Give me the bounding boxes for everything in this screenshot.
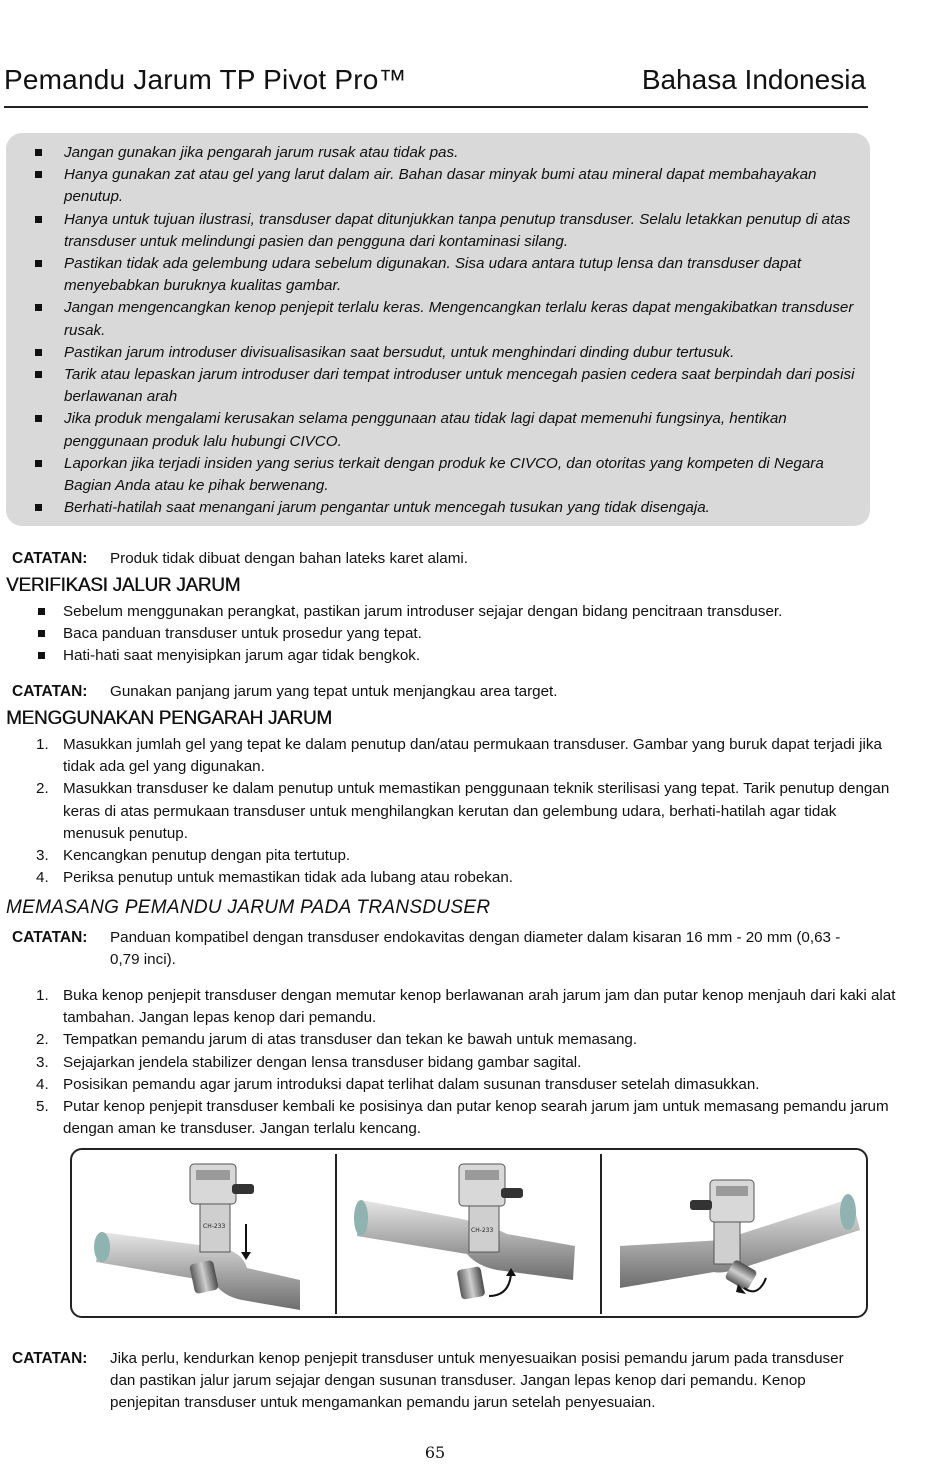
- warning-item: Berhati-hatilah saat menangani jarum pengantar untuk mencegah tusukan yang tidak disengaja.: [33, 497, 858, 519]
- warning-item: Pastikan tidak ada gelembung udara sebelum digunakan. Sisa udara antara tutup lensa dan transduser dapat menyebabkan buruknya kualitas gambar.: [33, 253, 858, 297]
- knob-shape: [501, 1188, 523, 1198]
- rotate-arrow-icon: [489, 1274, 511, 1296]
- square-bullet-icon: [35, 349, 42, 356]
- step-item: 1. Masukkan jumlah gel yang tepat ke dalam penutup dan/atau permukaan transduser. Gambar yang buruk dapat terjadi jika tidak ada gel yang digunakan.: [36, 736, 882, 776]
- warning-item: Hanya gunakan zat atau gel yang larut dalam air. Bahan dasar minyak bumi atau mineral dapat membahayakan penutup.: [33, 164, 858, 208]
- note-text: Produk tidak dibuat dengan bahan lateks karet alami.: [110, 550, 468, 567]
- note-label: CATATAN:: [12, 929, 88, 946]
- square-bullet-icon: [35, 371, 42, 378]
- section-heading-using-guide: MENGGUNAKAN PENGARAH JARUM: [6, 708, 332, 729]
- attach-guide-steps: [36, 985, 896, 1140]
- step-item: 5. Putar kenop penjepit transduser kembali ke posisinya dan putar kenop searah jarum jam untuk memasang pemandu jarum dengan aman ke transduser. Jangan terlalu kencang.: [36, 1098, 889, 1138]
- note-needle-length: [12, 681, 872, 703]
- square-bullet-icon: [35, 171, 42, 178]
- step-panel-1: [72, 1150, 334, 1316]
- square-bullet-icon: [35, 504, 42, 511]
- step-item: 2. Tempatkan pemandu jarum di atas transduser dan tekan ke bawah untuk memasang.: [36, 1031, 638, 1049]
- square-bullet-icon: [38, 608, 45, 615]
- section-heading-attach-guide: MEMASANG PEMANDU JARUM PADA TRANSDUSER: [6, 897, 491, 918]
- guide-bracket-shape: [714, 1222, 740, 1264]
- note-label: CATATAN:: [12, 1350, 88, 1367]
- part-label: CH-233: [471, 1227, 494, 1234]
- using-guide-steps: [36, 734, 896, 889]
- transducer-shape: [357, 1200, 575, 1280]
- note-compatibility: [12, 927, 872, 971]
- page-number: 65: [424, 1443, 446, 1462]
- note-adjustment: [12, 1348, 872, 1414]
- step-panel-2: [337, 1150, 599, 1316]
- language-label: Bahasa Indonesia: [641, 64, 866, 95]
- needle-path-list: [36, 601, 896, 668]
- warning-item: Jika produk mengalami kerusakan selama penggunaan atau tidak lagi dapat memenuhi fungsinya, hentikan penggunaan produk lalu hubungi CIVCO.: [33, 408, 858, 452]
- list-item: Sebelum menggunakan perangkat, pastikan jarum introduser sejajar dengan bidang pencitraan transduser.: [36, 601, 896, 623]
- square-bullet-icon: [35, 149, 42, 156]
- transducer-lens-shape: [840, 1194, 856, 1230]
- square-bullet-icon: [35, 260, 42, 267]
- note-text: Jika perlu, kendurkan kenop penjepit transduser untuk menyesuaikan posisi pemandu jarum pada transduser dan pastikan jalur jarum sejajar dengan susunan transduser. Jangan lepas kenop dari pemandu. Kenop penjepitan transduser untuk mengamankan pemandu jarun setelah penyesuaian.: [110, 1350, 844, 1411]
- part-label: CH-233: [203, 1223, 226, 1230]
- warning-item: Jangan gunakan jika pengarah jarum rusak atau tidak pas.: [33, 142, 858, 164]
- warning-item: Pastikan jarum introduser divisualisasikan saat bersudut, untuk menghindari dinding dubur tertusuk.: [33, 342, 858, 364]
- warning-item: Hanya untuk tujuan ilustrasi, transduser dapat ditunjukkan tanpa penutup transduser. Selalu letakkan penutup di atas transduser untuk melindungi pasien dan pengguna dari kontaminasi silang.: [33, 209, 858, 253]
- step-item: 4. Periksa penutup untuk memastikan tidak ada lubang atau robekan.: [36, 869, 514, 887]
- page-header: [4, 62, 868, 108]
- note-label: CATATAN:: [12, 550, 88, 567]
- warnings-box: [6, 133, 870, 526]
- document-title: Pemandu Jarum TP Pivot Pro™: [4, 64, 407, 95]
- note-label: CATATAN:: [12, 683, 88, 700]
- step-item: 3. Kencangkan penutup dengan pita tertutup.: [36, 847, 351, 865]
- step-panel-3: [602, 1150, 866, 1316]
- step-item: 3. Sejajarkan jendela stabilizer dengan lensa transduser bidang gambar sagital.: [36, 1053, 582, 1071]
- note-text: Gunakan panjang jarum yang tepat untuk menjangkau area target.: [110, 683, 558, 700]
- transducer-lens-shape: [94, 1232, 110, 1262]
- square-bullet-icon: [38, 630, 45, 637]
- square-bullet-icon: [35, 216, 42, 223]
- list-item: Hati-hati saat menyisipkan jarum agar tidak bengkok.: [36, 645, 896, 667]
- section-heading-needle-path: VERIFIKASI JALUR JARUM: [6, 575, 241, 596]
- step-item: 2. Masukkan transduser ke dalam penutup untuk memastikan penggunaan teknik sterilisasi yang tepat. Tarik penutup dengan keras di atas permukaan transduser untuk menghilangkan kerutan dan gelembung udara, berhati-hatilah agar tidak menusuk penutup.: [36, 780, 890, 842]
- square-bullet-icon: [35, 460, 42, 467]
- installation-illustration: [70, 1148, 868, 1318]
- list-item: Baca panduan transduser untuk prosedur yang tepat.: [36, 623, 896, 645]
- warnings-list: [33, 142, 858, 519]
- warning-item: Tarik atau lepaskan jarum introduser dari tempat introduser untuk mencegah pasien cedera saat berpindah dari posisi berlawanan arah: [33, 364, 858, 408]
- square-bullet-icon: [35, 304, 42, 311]
- knob-shape: [232, 1184, 254, 1194]
- transducer-lens-shape: [354, 1200, 368, 1236]
- knob-shape: [690, 1200, 712, 1210]
- square-bullet-icon: [35, 415, 42, 422]
- warning-item: Jangan mengencangkan kenop penjepit terlalu keras. Mengencangkan terlalu keras dapat mengakibatkan transduser rusak.: [33, 297, 858, 341]
- note-latex: [12, 548, 872, 570]
- clamp-knob-shape: [457, 1266, 486, 1300]
- step-item: 1. Buka kenop penjepit transduser dengan memutar kenop berlawanan arah jarum jam dan putar kenop menjauh dari kaki alat tambahan. Jangan lepas kenop dari pemandu.: [36, 987, 896, 1027]
- note-text: Panduan kompatibel dengan transduser endokavitas dengan diameter dalam kisaran 16 mm - 20 mm (0,63 - 0,79 inci).: [110, 929, 841, 968]
- warning-item: Laporkan jika terjadi insiden yang serius terkait dengan produk ke CIVCO, dan otoritas yang kompeten di Negara Bagian Anda atau ke pihak berwenang.: [33, 453, 858, 497]
- step-item: 4. Posisikan pemandu agar jarum introduksi dapat terlihat dalam susunan transduser setelah dimasukkan.: [36, 1075, 760, 1093]
- square-bullet-icon: [38, 652, 45, 659]
